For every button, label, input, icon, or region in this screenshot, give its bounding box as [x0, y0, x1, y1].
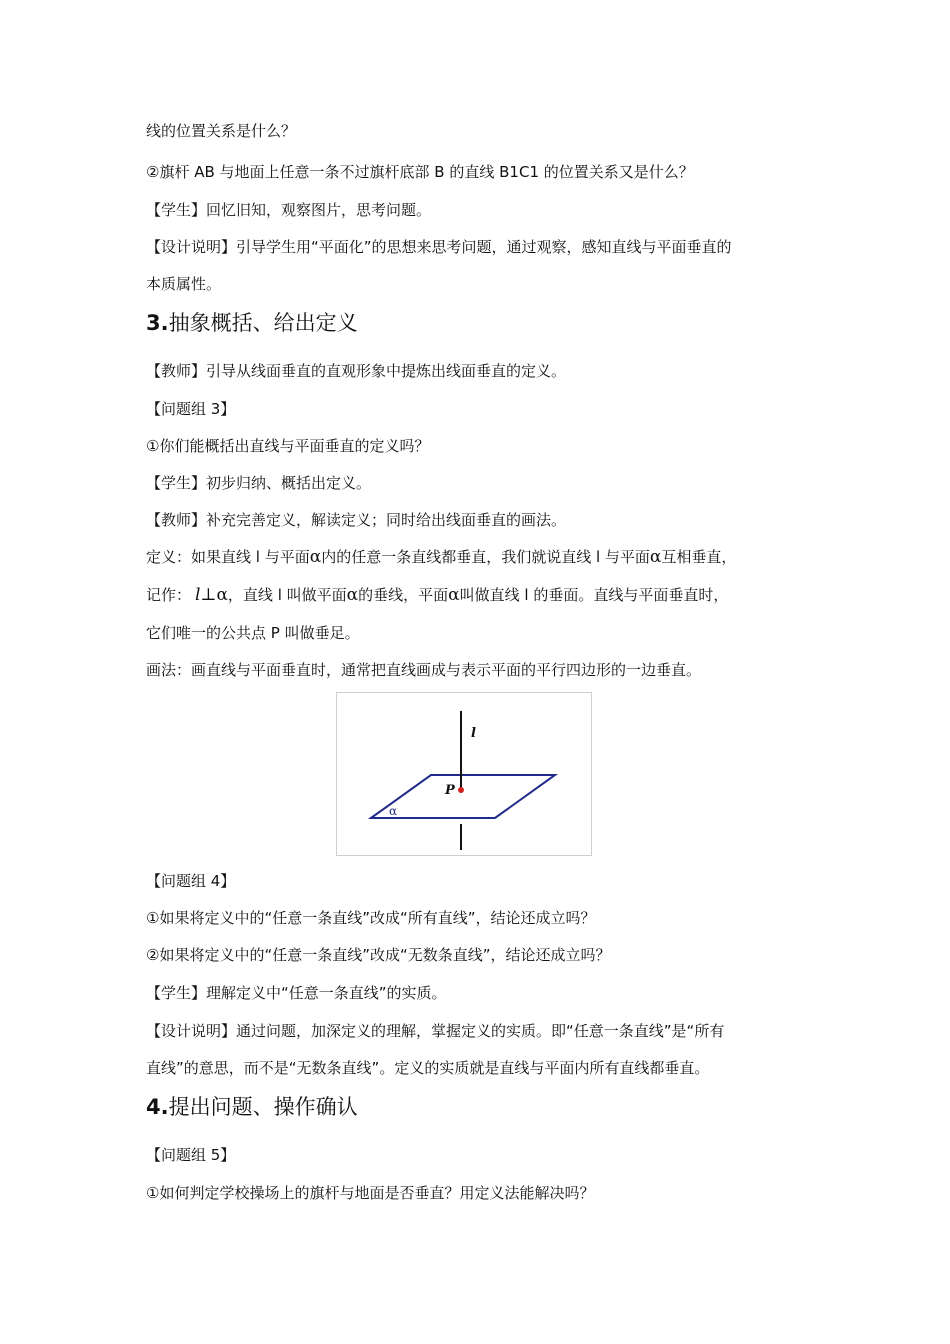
notation-line [146, 585, 728, 605]
definition-part: 互相垂直， [661, 548, 737, 566]
definition-part: 内的任意一条直线都垂直，我们就说直线 l 与平面 [321, 548, 650, 566]
section-heading-3 [146, 310, 358, 336]
foot-point [458, 787, 464, 793]
definition-part: 定义：如果直线 l 与平面 [146, 548, 310, 566]
text-line: 线的位置关系是什么？ [146, 122, 297, 140]
text-line: 本质属性。 [146, 275, 222, 293]
heading-number: 3. [146, 311, 169, 335]
text-line: ①如果将定义中的“任意一条直线”改成“所有直线”，结论还成立吗？ [146, 909, 596, 927]
figure-svg [337, 693, 591, 855]
notation-part: ，直线 l 叫做平面 [227, 586, 347, 604]
text-line: 【问题组 3】 [146, 400, 236, 418]
text-line: ①你们能概括出直线与平面垂直的定义吗？ [146, 437, 430, 455]
heading-text: 抽象概括、给出定义 [168, 311, 358, 335]
text-line: 画法：画直线与平面垂直时，通常把直线画成与表示平面的平行四边形的一边垂直。 [146, 661, 702, 679]
alpha-symbol: α [448, 585, 460, 605]
text-line: 【设计说明】通过问题，加深定义的理解，掌握定义的实质。即“任意一条直线”是“所有 [146, 1022, 725, 1040]
text-line: ②旗杆 AB 与地面上任意一条不过旗杆底部 B 的直线 B1C1 的位置关系又是什么？ [146, 163, 694, 181]
text-line: 【教师】补充完善定义，解读定义；同时给出线面垂直的画法。 [146, 511, 567, 529]
label-l: l [471, 726, 476, 741]
text-line: 【教师】引导从线面垂直的直观形象中提炼出线面垂直的定义。 [146, 362, 567, 380]
section-heading-4 [146, 1094, 358, 1120]
text-line: 【学生】理解定义中“任意一条直线”的实质。 [146, 984, 447, 1002]
label-alpha: α [389, 804, 398, 818]
text-line: 【设计说明】引导学生用“平面化”的思想来思考问题，通过观察，感知直线与平面垂直的 [146, 238, 732, 256]
text-line: 【学生】初步归纳、概括出定义。 [146, 474, 372, 492]
text-line: ②如果将定义中的“任意一条直线”改成“无数条直线”，结论还成立吗？ [146, 946, 611, 964]
line-perpendicular-plane-figure [336, 692, 592, 856]
definition-line [146, 547, 736, 567]
notation-part: 叫做直线 l 的垂面。直线与平面垂直时， [459, 586, 729, 604]
label-p: P [445, 783, 455, 798]
text-line: 它们唯一的公共点 P 叫做垂足。 [146, 624, 360, 642]
perp-symbol: ⊥α [200, 585, 228, 605]
text-line: 【问题组 4】 [146, 872, 236, 890]
text-line: 直线”的意思，而不是“无数条直线”。定义的实质就是直线与平面内所有直线都垂直。 [146, 1059, 710, 1077]
alpha-symbol: α [309, 547, 322, 567]
text-line: 【问题组 5】 [146, 1146, 236, 1164]
plane-parallelogram [371, 775, 555, 818]
alpha-symbol: α [649, 547, 662, 567]
heading-text: 提出问题、操作确认 [168, 1095, 358, 1119]
heading-number: 4. [146, 1095, 169, 1119]
notation-part: 记作： [146, 586, 192, 604]
text-line: 【学生】回忆旧知，观察图片，思考问题。 [146, 201, 432, 219]
alpha-symbol: α [346, 585, 359, 605]
notation-part: 的垂线，平面 [358, 586, 449, 604]
text-line: ①如何判定学校操场上的旗杆与地面是否垂直？用定义法能解决吗？ [146, 1184, 595, 1202]
line-symbol: l [195, 585, 201, 605]
